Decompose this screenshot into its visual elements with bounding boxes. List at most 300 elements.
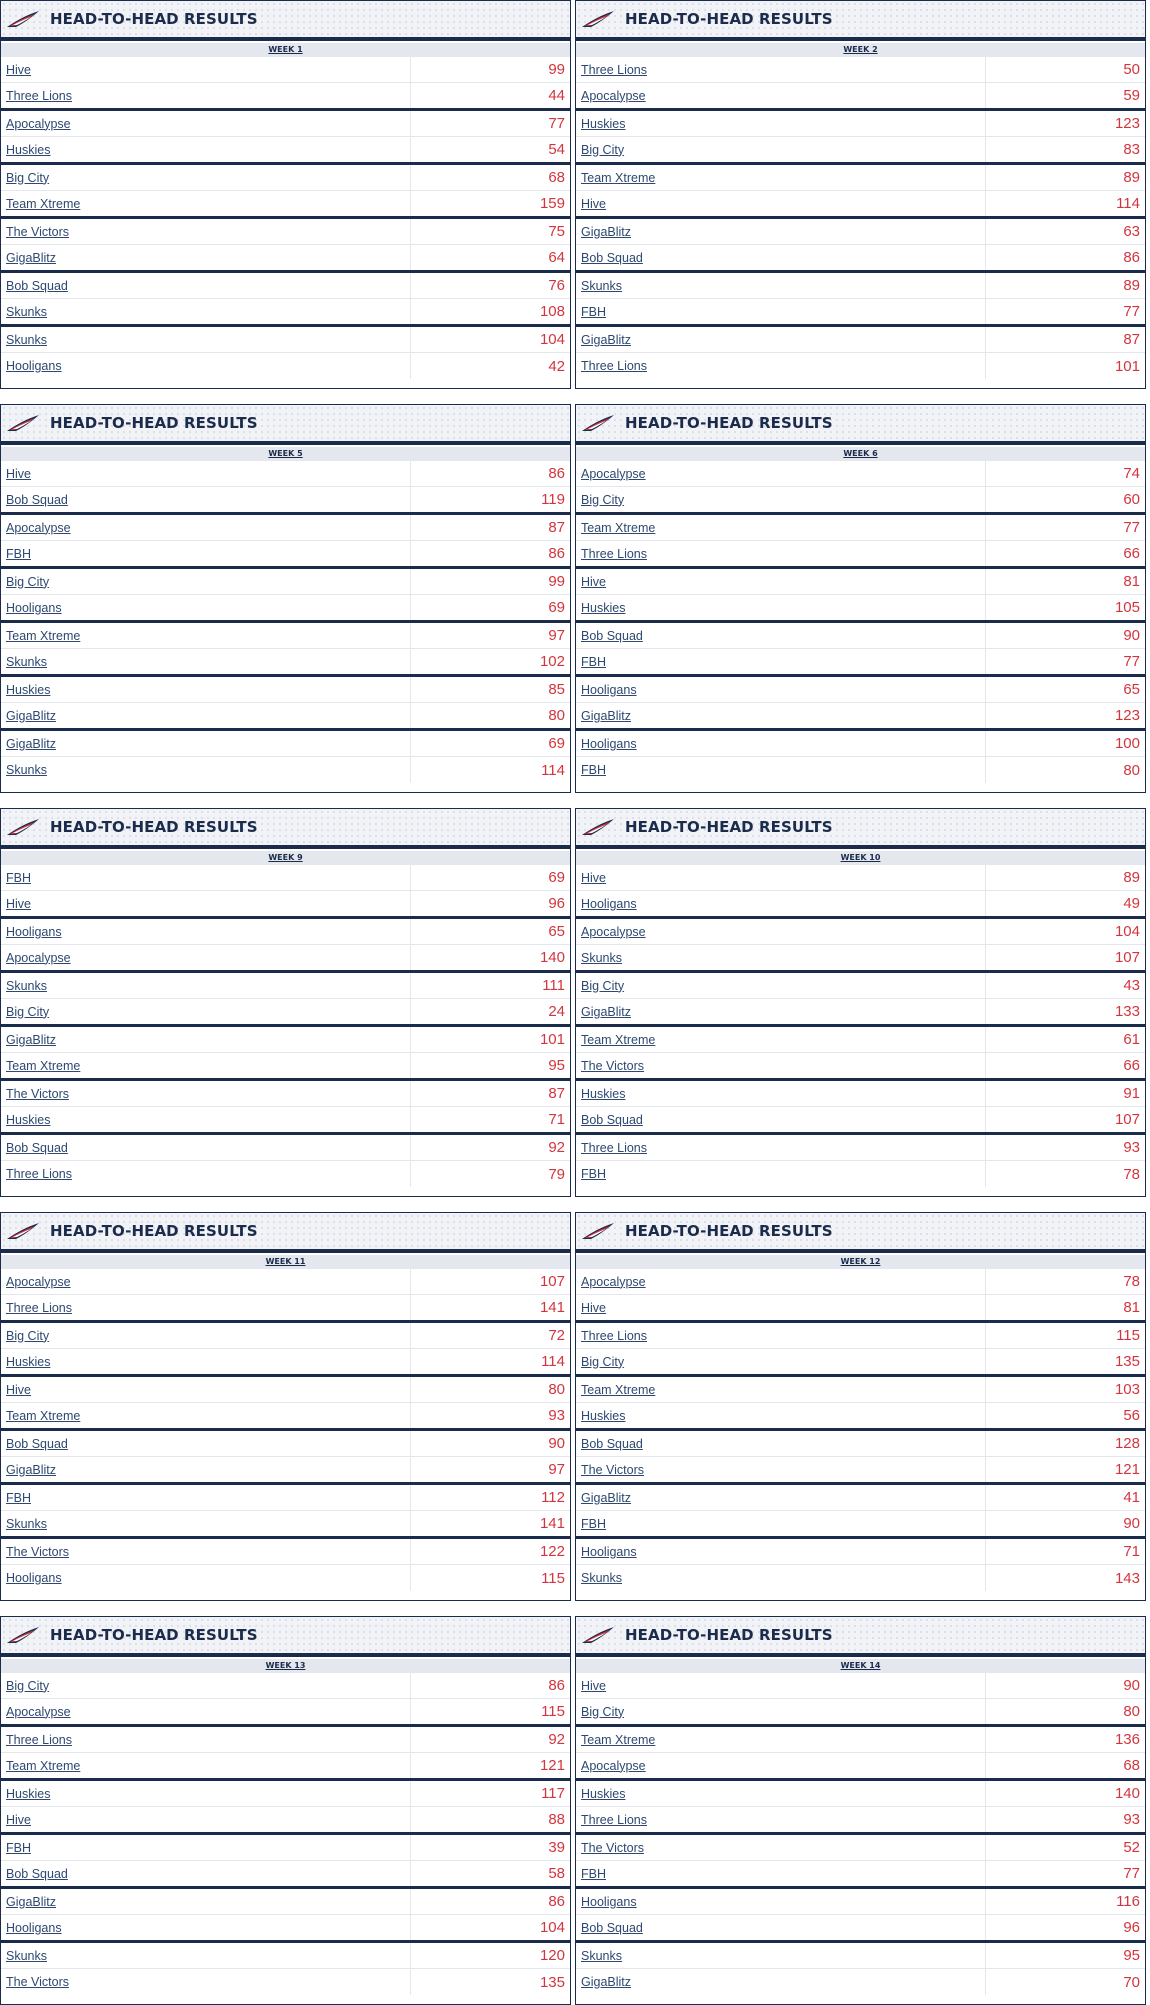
team-link[interactable]: Big City	[6, 1678, 50, 1693]
team-link[interactable]: FBH	[6, 1840, 31, 1855]
matchup-team-row	[576, 1295, 1145, 1323]
matchup-team-row	[1, 1107, 570, 1135]
team-link[interactable]: Team Xtreme	[581, 520, 656, 535]
team-cell	[576, 273, 986, 298]
team-score: 54	[548, 141, 565, 158]
team-cell	[1, 1969, 411, 1995]
matchup-team-row	[1, 1539, 570, 1565]
week-results-panel	[0, 1616, 571, 2005]
team-cell	[576, 1135, 986, 1160]
team-score: 70	[1123, 1973, 1140, 1991]
team-link[interactable]: Hive	[6, 62, 32, 77]
team-link[interactable]: Big City	[6, 1004, 50, 1019]
team-score: 39	[548, 1839, 565, 1856]
team-link[interactable]: Apocalypse	[6, 116, 71, 131]
matchup-team-row	[576, 1781, 1145, 1807]
team-cell	[576, 891, 986, 916]
team-link[interactable]: Apocalypse	[6, 520, 71, 535]
team-link[interactable]: Big City	[581, 978, 625, 993]
team-link[interactable]: Team Xtreme	[6, 196, 81, 211]
team-cell	[1, 999, 411, 1024]
team-link[interactable]: Bob Squad	[581, 1920, 643, 1935]
team-score: 69	[548, 869, 565, 886]
team-link[interactable]: Big City	[581, 142, 625, 157]
team-link[interactable]: FBH	[581, 1167, 606, 1181]
week-label[interactable]: WEEK 14	[576, 1659, 1145, 1673]
matchup-team-row	[1, 1485, 570, 1511]
team-link[interactable]: Big City	[581, 492, 625, 507]
week-label[interactable]: WEEK 1	[1, 43, 570, 57]
team-link[interactable]: Bob Squad	[581, 1112, 643, 1127]
team-link[interactable]: Huskies	[581, 1086, 626, 1101]
team-cell	[1, 541, 411, 566]
week-label[interactable]: WEEK 9	[1, 851, 570, 865]
team-link[interactable]: Hive	[6, 466, 32, 481]
week-label[interactable]: WEEK 13	[1, 1659, 570, 1673]
matchup-team-row	[576, 1027, 1145, 1053]
team-link[interactable]: Big City	[6, 170, 50, 185]
team-link[interactable]: Huskies	[581, 1408, 626, 1423]
team-link[interactable]: FBH	[6, 546, 31, 561]
matchup-team-row	[1, 757, 570, 783]
matchup-team-row	[1, 1699, 570, 1727]
team-score: 104	[539, 1919, 565, 1936]
matchup-team-row	[1, 891, 570, 919]
team-link[interactable]: GigaBlitz	[6, 736, 57, 751]
team-link[interactable]: GigaBlitz	[581, 332, 632, 347]
team-link[interactable]: Hive	[581, 870, 607, 885]
week-results-panel	[575, 0, 1146, 389]
team-score: 128	[1114, 1435, 1140, 1452]
team-cell	[1, 191, 411, 216]
team-cell	[576, 595, 986, 620]
team-score: 63	[1123, 223, 1140, 240]
week-label[interactable]: WEEK 12	[576, 1255, 1145, 1269]
team-link[interactable]: Team Xtreme	[581, 1382, 656, 1397]
team-cell	[576, 83, 986, 108]
matchup-team-row	[576, 353, 1145, 379]
team-link[interactable]: Apocalypse	[581, 88, 646, 103]
team-link[interactable]: Hooligans	[6, 1920, 62, 1935]
team-link[interactable]: GigaBlitz	[581, 1004, 632, 1019]
team-score: 86	[548, 545, 565, 562]
matchup-team-row	[576, 1889, 1145, 1915]
matchup-team-row	[1, 1673, 570, 1699]
team-score: 80	[548, 707, 565, 724]
panel-header	[1, 1213, 570, 1253]
team-cell	[576, 1431, 986, 1456]
team-link[interactable]: Team Xtreme	[581, 1732, 656, 1747]
team-link[interactable]: Big City	[581, 1354, 625, 1369]
team-cell	[576, 1081, 986, 1106]
team-link[interactable]: FBH	[581, 763, 606, 777]
team-score: 52	[1123, 1839, 1140, 1856]
league-logo-icon	[581, 413, 615, 433]
team-link[interactable]: Bob Squad	[581, 1436, 643, 1451]
team-link[interactable]: The Victors	[581, 1462, 644, 1477]
team-score: 93	[1123, 1811, 1140, 1828]
team-link[interactable]: Huskies	[6, 142, 51, 157]
panel-header	[1, 809, 570, 849]
team-link[interactable]: Hive	[6, 1382, 32, 1397]
team-link[interactable]: Hive	[6, 896, 32, 911]
team-cell	[576, 1269, 986, 1294]
team-cell	[1, 273, 411, 298]
team-link[interactable]: Bob Squad	[6, 1140, 68, 1155]
team-link[interactable]: FBH	[581, 654, 606, 669]
team-link[interactable]: Huskies	[581, 1786, 626, 1801]
team-cell	[576, 1673, 986, 1698]
team-score: 91	[1123, 1085, 1140, 1102]
matchup-team-row	[576, 1861, 1145, 1889]
team-link[interactable]: Big City	[581, 1704, 625, 1719]
team-link[interactable]: Hive	[581, 574, 607, 589]
team-link[interactable]: The Victors	[581, 1840, 644, 1855]
team-score: 104	[539, 331, 565, 348]
team-link[interactable]: The Victors	[6, 1086, 69, 1101]
team-link[interactable]: GigaBlitz	[6, 708, 57, 723]
matchup-team-row	[1, 1269, 570, 1295]
team-cell	[1, 973, 411, 998]
team-link[interactable]: Three Lions	[581, 1140, 648, 1155]
matchup-team-row	[576, 757, 1145, 783]
matchup-team-row	[576, 1403, 1145, 1431]
team-link[interactable]: Apocalypse	[6, 1704, 71, 1719]
matchup-team-row	[1, 137, 570, 165]
team-cell	[576, 1727, 986, 1752]
team-cell	[1, 1727, 411, 1752]
matchup-team-row	[1, 649, 570, 677]
panel-title: HEAD-TO-HEAD RESULTS	[625, 1222, 833, 1240]
panel-header	[1, 1617, 570, 1657]
team-score: 143	[1114, 1569, 1140, 1587]
matchup-team-row	[576, 191, 1145, 219]
team-score: 99	[548, 61, 565, 78]
team-link[interactable]: Skunks	[581, 1571, 622, 1585]
team-link[interactable]: Apocalypse	[581, 1758, 646, 1773]
team-link[interactable]: Skunks	[6, 1516, 47, 1531]
team-link[interactable]: Team Xtreme	[6, 1408, 81, 1423]
matchup-team-row	[1, 865, 570, 891]
matchup-team-row	[1, 1053, 570, 1081]
team-cell	[1, 57, 411, 82]
team-link[interactable]: Apocalypse	[6, 950, 71, 965]
team-cell	[576, 1943, 986, 1968]
matchup-team-row	[1, 273, 570, 299]
team-link[interactable]: Three Lions	[6, 1732, 73, 1747]
team-link[interactable]: Skunks	[6, 1948, 47, 1963]
team-score: 107	[1114, 1111, 1140, 1128]
team-link[interactable]: Hooligans	[6, 924, 62, 939]
matchup-team-row	[576, 973, 1145, 999]
team-cell	[1, 1323, 411, 1348]
team-cell	[1, 1511, 411, 1536]
week-results-panel	[0, 0, 571, 389]
team-cell	[576, 1377, 986, 1402]
team-link[interactable]: FBH	[6, 870, 31, 885]
team-link[interactable]: Bob Squad	[581, 628, 643, 643]
matchup-team-row	[1, 353, 570, 379]
team-link[interactable]: Three Lions	[581, 62, 648, 77]
week-results-panel	[575, 404, 1146, 793]
matchup-team-row	[576, 1565, 1145, 1591]
team-link[interactable]: Bob Squad	[6, 1436, 68, 1451]
team-link[interactable]: Three Lions	[581, 1328, 648, 1343]
team-link[interactable]: The Victors	[6, 1544, 69, 1559]
week-label[interactable]: WEEK 5	[1, 447, 570, 461]
team-cell	[1, 1753, 411, 1778]
team-score: 77	[1123, 519, 1140, 536]
team-score: 121	[539, 1757, 565, 1774]
team-cell	[576, 219, 986, 244]
week-label[interactable]: WEEK 2	[576, 43, 1145, 57]
team-score: 89	[1123, 169, 1140, 186]
matchup-team-row	[576, 83, 1145, 111]
team-link[interactable]: Hooligans	[6, 359, 62, 373]
team-cell	[576, 515, 986, 540]
matchup-team-row	[576, 1511, 1145, 1539]
team-cell	[576, 57, 986, 82]
team-link[interactable]: GigaBlitz	[581, 708, 632, 723]
team-link[interactable]: Skunks	[6, 304, 47, 319]
team-score: 68	[548, 169, 565, 186]
team-cell	[576, 919, 986, 944]
matchup-team-row	[576, 1807, 1145, 1835]
team-link[interactable]: GigaBlitz	[6, 1894, 57, 1909]
team-link[interactable]: Bob Squad	[6, 492, 68, 507]
team-score: 24	[548, 1003, 565, 1020]
team-cell	[576, 1053, 986, 1078]
team-score: 61	[1123, 1031, 1140, 1048]
team-link[interactable]: GigaBlitz	[6, 1462, 57, 1477]
team-link[interactable]: Hooligans	[581, 682, 637, 697]
team-link[interactable]: GigaBlitz	[6, 1032, 57, 1047]
team-link[interactable]: Huskies	[6, 682, 51, 697]
team-link[interactable]: Huskies	[6, 1786, 51, 1801]
matchup-team-row	[1, 1323, 570, 1349]
panel-title: HEAD-TO-HEAD RESULTS	[625, 10, 833, 28]
team-score: 115	[541, 1703, 565, 1720]
team-cell	[1, 327, 411, 352]
matchup-team-row	[1, 1915, 570, 1943]
team-link[interactable]: FBH	[581, 304, 606, 319]
matchup-team-row	[576, 1457, 1145, 1485]
team-cell	[1, 1835, 411, 1860]
matchup-team-row	[576, 731, 1145, 757]
team-link[interactable]: Team Xtreme	[6, 1758, 81, 1773]
week-label[interactable]: WEEK 11	[1, 1255, 570, 1269]
team-link[interactable]: Hive	[6, 1812, 32, 1827]
matchup-team-row	[1, 1807, 570, 1835]
matchup-team-row	[576, 1539, 1145, 1565]
matchup-team-row	[1, 731, 570, 757]
team-link[interactable]: The Victors	[581, 1058, 644, 1073]
matchup-team-row	[576, 1135, 1145, 1161]
team-score: 66	[1123, 1057, 1140, 1074]
team-link[interactable]: Huskies	[581, 116, 626, 131]
team-score: 77	[548, 115, 565, 132]
league-logo-icon	[581, 817, 615, 837]
team-score: 89	[1123, 869, 1140, 886]
team-link[interactable]: Team Xtreme	[581, 170, 656, 185]
team-cell	[1, 649, 411, 674]
matchup-team-row	[576, 677, 1145, 703]
team-link[interactable]: GigaBlitz	[581, 1975, 632, 1989]
team-score: 69	[548, 599, 565, 616]
team-link[interactable]: The Victors	[6, 224, 69, 239]
matchup-team-row	[1, 1349, 570, 1377]
matchup-team-row	[576, 623, 1145, 649]
team-link[interactable]: Team Xtreme	[6, 1058, 81, 1073]
team-link[interactable]: Big City	[6, 574, 50, 589]
team-score: 68	[1123, 1757, 1140, 1774]
panel-title: HEAD-TO-HEAD RESULTS	[50, 1626, 258, 1644]
panel-title: HEAD-TO-HEAD RESULTS	[625, 818, 833, 836]
team-cell	[1, 1673, 411, 1698]
team-link[interactable]: Three Lions	[6, 1300, 73, 1315]
matchup-team-row	[1, 1511, 570, 1539]
team-link[interactable]: GigaBlitz	[581, 224, 632, 239]
team-link[interactable]: Skunks	[581, 278, 622, 293]
team-link[interactable]: Skunks	[581, 1948, 622, 1963]
team-link[interactable]: Apocalypse	[581, 466, 646, 481]
week-label[interactable]: WEEK 10	[576, 851, 1145, 865]
matchup-team-row	[1, 515, 570, 541]
team-link[interactable]: Hooligans	[6, 600, 62, 615]
team-score: 58	[548, 1865, 565, 1882]
team-link[interactable]: FBH	[581, 1866, 606, 1881]
team-score: 141	[539, 1515, 565, 1532]
team-score: 60	[1123, 491, 1140, 508]
week-label[interactable]: WEEK 6	[576, 447, 1145, 461]
team-link[interactable]: Skunks	[581, 950, 622, 965]
team-link[interactable]: Big City	[6, 1328, 50, 1343]
team-link[interactable]: GigaBlitz	[6, 250, 57, 265]
team-score: 65	[1123, 681, 1140, 698]
team-score: 59	[1123, 87, 1140, 104]
team-score: 66	[1123, 545, 1140, 562]
team-score: 86	[548, 465, 565, 482]
team-cell	[576, 1753, 986, 1778]
team-link[interactable]: Three Lions	[581, 359, 648, 373]
team-cell	[576, 541, 986, 566]
matchup-team-row	[576, 165, 1145, 191]
team-cell	[576, 1457, 986, 1482]
team-link[interactable]: Team Xtreme	[6, 628, 81, 643]
team-link[interactable]: GigaBlitz	[581, 1490, 632, 1505]
team-cell	[576, 137, 986, 162]
team-score: 78	[1123, 1273, 1140, 1290]
team-cell	[576, 1349, 986, 1374]
team-link[interactable]: Team Xtreme	[581, 1032, 656, 1047]
matchup-team-row	[1, 1835, 570, 1861]
team-score: 92	[548, 1731, 565, 1748]
team-score: 108	[539, 303, 565, 320]
team-link[interactable]: Three Lions	[6, 88, 73, 103]
team-cell	[1, 757, 411, 783]
team-link[interactable]: Bob Squad	[6, 278, 68, 293]
team-link[interactable]: Hooligans	[581, 1894, 637, 1909]
team-cell	[1, 1403, 411, 1428]
matchup-team-row	[576, 1377, 1145, 1403]
panel-title: HEAD-TO-HEAD RESULTS	[625, 414, 833, 432]
team-score: 105	[1114, 599, 1140, 616]
team-cell	[576, 111, 986, 136]
team-score: 90	[1123, 1677, 1140, 1694]
matchup-team-row	[576, 327, 1145, 353]
team-cell	[1, 1135, 411, 1160]
team-cell	[1, 299, 411, 324]
team-cell	[576, 1699, 986, 1724]
team-link[interactable]: Bob Squad	[6, 1866, 68, 1881]
team-link[interactable]: Skunks	[6, 654, 47, 669]
panel-title: HEAD-TO-HEAD RESULTS	[50, 818, 258, 836]
matchup-team-row	[1, 487, 570, 515]
team-link[interactable]: Hive	[581, 1300, 607, 1315]
matchup-team-row	[1, 999, 570, 1027]
matchup-team-row	[1, 1161, 570, 1187]
team-cell	[1, 1349, 411, 1374]
matchup-team-row	[1, 1403, 570, 1431]
team-link[interactable]: Hive	[581, 196, 607, 211]
team-link[interactable]: Huskies	[6, 1112, 51, 1127]
team-cell	[1, 1915, 411, 1940]
team-cell	[576, 1485, 986, 1510]
team-link[interactable]: FBH	[6, 1490, 31, 1505]
team-link[interactable]: Apocalypse	[581, 924, 646, 939]
team-link[interactable]: Three Lions	[581, 1812, 648, 1827]
team-cell	[1, 1565, 411, 1591]
team-link[interactable]: The Victors	[6, 1975, 69, 1989]
team-score: 81	[1123, 573, 1140, 590]
team-cell	[1, 111, 411, 136]
matchup-team-row	[576, 1431, 1145, 1457]
team-link[interactable]: Huskies	[6, 1354, 51, 1369]
team-score: 81	[1123, 1299, 1140, 1316]
team-cell	[1, 487, 411, 512]
team-score: 119	[541, 491, 565, 508]
matchup-team-row	[1, 111, 570, 137]
team-link[interactable]: Apocalypse	[6, 1274, 71, 1289]
team-link[interactable]: Skunks	[6, 763, 47, 777]
team-link[interactable]: Hooligans	[581, 896, 637, 911]
team-link[interactable]: Skunks	[6, 332, 47, 347]
team-link[interactable]: FBH	[581, 1516, 606, 1531]
team-link[interactable]: Hooligans	[581, 736, 637, 751]
team-link[interactable]: Hooligans	[581, 1544, 637, 1559]
matchup-team-row	[576, 945, 1145, 973]
team-link[interactable]: Hive	[581, 1678, 607, 1693]
team-score: 97	[548, 1461, 565, 1478]
team-cell	[576, 1807, 986, 1832]
panel-title: HEAD-TO-HEAD RESULTS	[50, 1222, 258, 1240]
team-link[interactable]: Three Lions	[581, 546, 648, 561]
team-link[interactable]: Skunks	[6, 978, 47, 993]
matchup-team-row	[1, 191, 570, 219]
team-cell	[576, 1781, 986, 1806]
team-link[interactable]: Bob Squad	[581, 250, 643, 265]
team-link[interactable]: Three Lions	[6, 1167, 73, 1181]
team-link[interactable]: Hooligans	[6, 1571, 62, 1585]
team-score: 80	[1123, 1703, 1140, 1720]
matchup-team-row	[1, 973, 570, 999]
team-score: 74	[1123, 465, 1140, 482]
matchup-team-row	[1, 919, 570, 945]
team-score: 42	[548, 357, 565, 375]
team-link[interactable]: Huskies	[581, 600, 626, 615]
team-link[interactable]: Apocalypse	[581, 1274, 646, 1289]
team-score: 71	[1123, 1543, 1140, 1560]
